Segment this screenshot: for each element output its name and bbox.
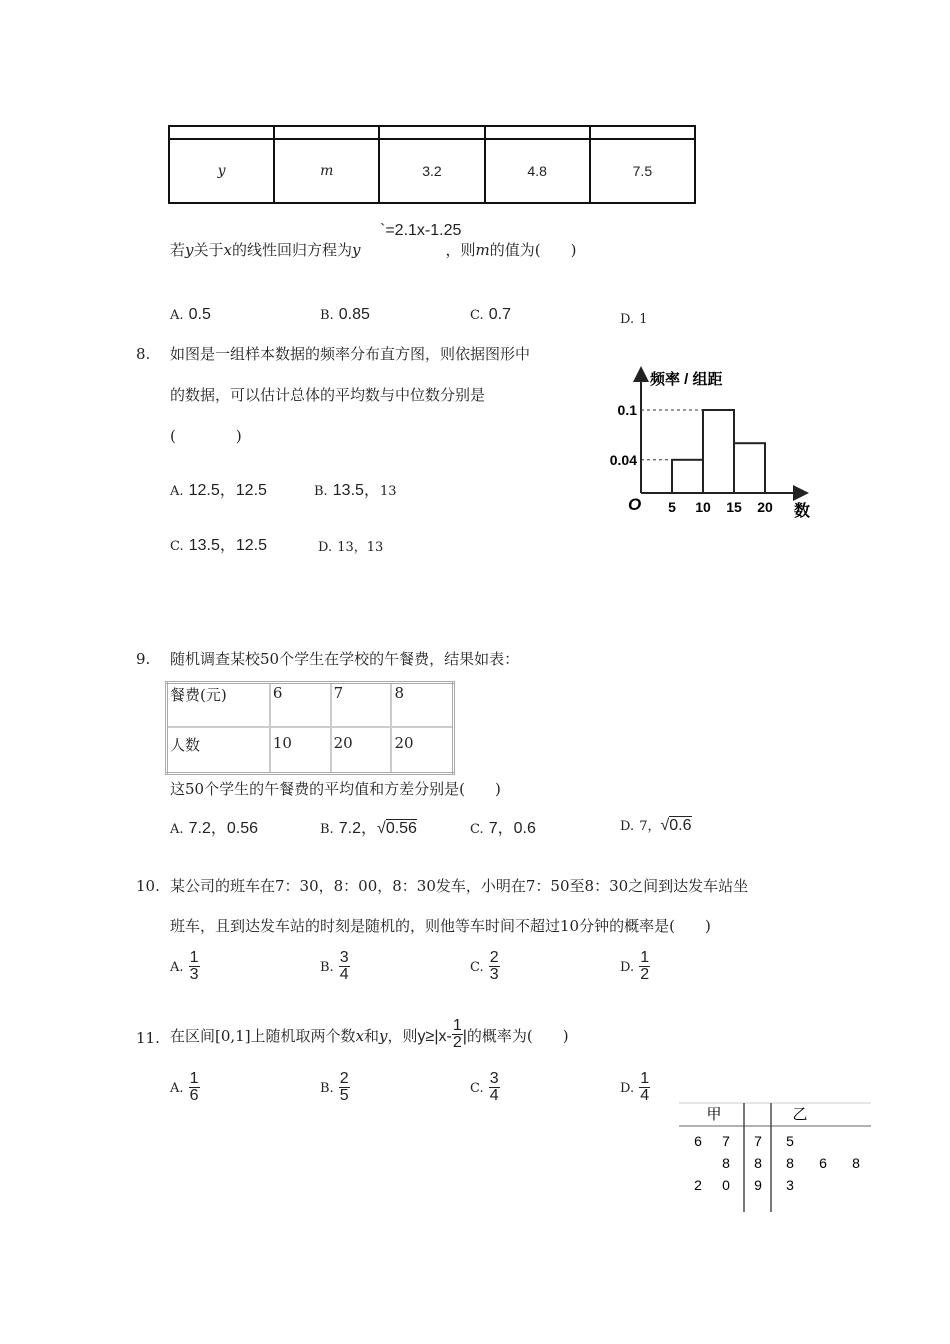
x-tick-label: 5 — [668, 499, 676, 515]
q11-text: 的概率为( ) — [466, 1027, 569, 1045]
sqrt-icon: √ — [660, 817, 670, 834]
q7-var: y — [185, 241, 194, 259]
x-tick-label: 10 — [695, 499, 711, 515]
table-cell: 餐费(元) — [167, 683, 270, 727]
stem-value: 8 — [754, 1155, 762, 1171]
origin-label: O — [628, 495, 642, 514]
q8-line: 如图是一组样本数据的频率分布直方图，则依据图形中 — [170, 345, 531, 363]
stem-value: 7 — [754, 1133, 762, 1149]
q7-var: y — [352, 241, 361, 259]
q7-question — [170, 240, 576, 260]
left-leaf: 2 — [694, 1177, 702, 1193]
q10-line: 某公司的班车在7：30，8：00，8：30发车，小明在7：50至8：30之间到达发车站坐 — [170, 877, 749, 895]
table-cell: 3.2 — [379, 139, 484, 203]
q9-option-d[interactable]: D. 7，√0.6 — [620, 817, 692, 834]
y-tick-label: 0.04 — [609, 451, 637, 468]
table-cell — [169, 126, 274, 139]
q11-question: 在区间[0,1]上随机取两个数x和y，则y≥|x- $\frac{1}{2}$ |的概率为( ) — [170, 1017, 569, 1051]
table-cell: 人数 — [167, 727, 270, 774]
table-cell: 20 — [331, 727, 392, 774]
table-cell — [485, 126, 590, 139]
right-leaf: 8 — [852, 1155, 860, 1171]
table-cell: 4.8 — [485, 139, 590, 203]
q10-number: 10. — [136, 877, 160, 895]
table-row — [169, 139, 695, 203]
regression-equation: `=2.1x-1.25 — [380, 222, 462, 239]
q11-text: 和 — [364, 1027, 380, 1045]
stem-leaf-plot — [676, 1100, 874, 1214]
left-leaf: 0 — [722, 1177, 730, 1193]
table-cell: m — [274, 139, 379, 203]
q11-option-a[interactable]: A. $\frac{1}{6}$ — [170, 1070, 199, 1104]
q10-line: 班车，且到达发车站的时刻是随机的，则他等车时间不超过10分钟的概率是( ) — [170, 917, 711, 935]
q7-option-d[interactable]: D. 1 — [620, 312, 648, 327]
table-row — [169, 126, 695, 139]
y-tick-label: 0.1 — [617, 402, 637, 418]
q7-text: 的值为( ) — [489, 241, 577, 259]
x-tick-label: 15 — [726, 499, 742, 515]
q10-option-a[interactable]: A. $\frac{1}{3}$ — [170, 949, 199, 983]
q11-expression: y≥|x- — [417, 1028, 452, 1045]
q8-option-b[interactable]: B. 13.5，13 — [314, 482, 397, 499]
table-cell: 10 — [270, 727, 331, 774]
q9-option-a[interactable]: A. 7.2，0.56 — [170, 820, 259, 837]
q8-number: 8. — [136, 345, 151, 363]
left-leaf: 7 — [722, 1133, 730, 1149]
stem-value: 9 — [754, 1177, 762, 1193]
q11-option-d[interactable]: D. $\frac{1}{4}$ — [620, 1070, 650, 1104]
regression-table — [168, 125, 696, 204]
lunch-fee-table — [165, 681, 455, 775]
histogram-bar — [703, 410, 734, 493]
x-axis-label: 数 — [794, 503, 811, 520]
left-title: 甲 — [706, 1106, 722, 1123]
q8-line: 的数据，可以估计总体的平均数与中位数分别是 — [170, 386, 486, 404]
table-cell: 6 — [270, 683, 331, 727]
q7-option-c[interactable]: C. 0.7 — [470, 306, 511, 323]
q7-text: 的线性回归方程为 — [231, 241, 352, 259]
q7-option-a[interactable]: A. 0.5 — [170, 306, 211, 323]
left-leaf: 8 — [722, 1155, 730, 1171]
q7-var: x — [223, 241, 232, 259]
q7-option-b[interactable]: B. 0.85 — [320, 306, 370, 323]
q11-var: y — [379, 1027, 388, 1045]
right-leaf: 5 — [786, 1133, 794, 1149]
right-leaf: 8 — [786, 1155, 794, 1171]
q8-line: ( ) — [170, 427, 242, 445]
q9-option-c[interactable]: C. 7，0.6 — [470, 820, 536, 837]
q8-option-a[interactable]: A. 12.5，12.5 — [170, 482, 267, 499]
sqrt-icon: √ — [377, 820, 386, 837]
q11-text: ，则 — [387, 1027, 418, 1045]
table-cell — [590, 126, 695, 139]
right-leaf: 6 — [819, 1155, 827, 1171]
q9-number: 9. — [136, 650, 151, 668]
q10-option-d[interactable]: D. $\frac{1}{2}$ — [620, 949, 650, 983]
q9-text: 随机调查某校50个学生在学校的午餐费，结果如表： — [170, 650, 520, 668]
q7-text: 若 — [170, 241, 186, 259]
q11-text: 在区间[0,1]上随机取两个数 — [170, 1027, 356, 1045]
q9-option-b[interactable]: B. 7.2，√0.56 — [320, 820, 417, 837]
y-axis-label: 频率 / 组距 — [650, 371, 723, 388]
right-leaf: 3 — [786, 1177, 794, 1193]
histogram-bar — [734, 443, 765, 493]
table-cell: 8 — [391, 683, 453, 727]
table-cell: 7.5 — [590, 139, 695, 203]
table-cell — [274, 126, 379, 139]
q11-var: x — [355, 1027, 365, 1045]
table-cell: 7 — [331, 683, 392, 727]
q7-var: m — [475, 241, 490, 259]
frequency-histogram — [600, 362, 820, 526]
table-row — [167, 727, 454, 774]
q8-option-d[interactable]: D. 13，13 — [318, 540, 384, 555]
left-leaf: 6 — [694, 1133, 702, 1149]
q11-option-b[interactable]: B. $\frac{2}{5}$ — [320, 1070, 349, 1104]
q10-option-b[interactable]: B. $\frac{3}{4}$ — [320, 949, 349, 983]
table-cell — [379, 126, 484, 139]
q11-option-c[interactable]: C. $\frac{3}{4}$ — [470, 1070, 499, 1104]
table-cell: y — [169, 139, 274, 203]
q8-option-c[interactable]: C. 13.5，12.5 — [170, 537, 268, 554]
table-cell: 20 — [391, 727, 453, 774]
right-title: 乙 — [792, 1106, 808, 1123]
q7-text: 关于 — [193, 241, 224, 259]
q10-option-c[interactable]: C. $\frac{2}{3}$ — [470, 949, 499, 983]
q11-number: 11. — [136, 1029, 160, 1047]
x-tick-label: 20 — [757, 499, 773, 515]
q9-question: 这50个学生的午餐费的平均值和方差分别是( ) — [170, 780, 501, 798]
table-row — [167, 683, 454, 727]
histogram-bar — [672, 460, 703, 493]
q7-text: ，则 — [445, 241, 476, 259]
